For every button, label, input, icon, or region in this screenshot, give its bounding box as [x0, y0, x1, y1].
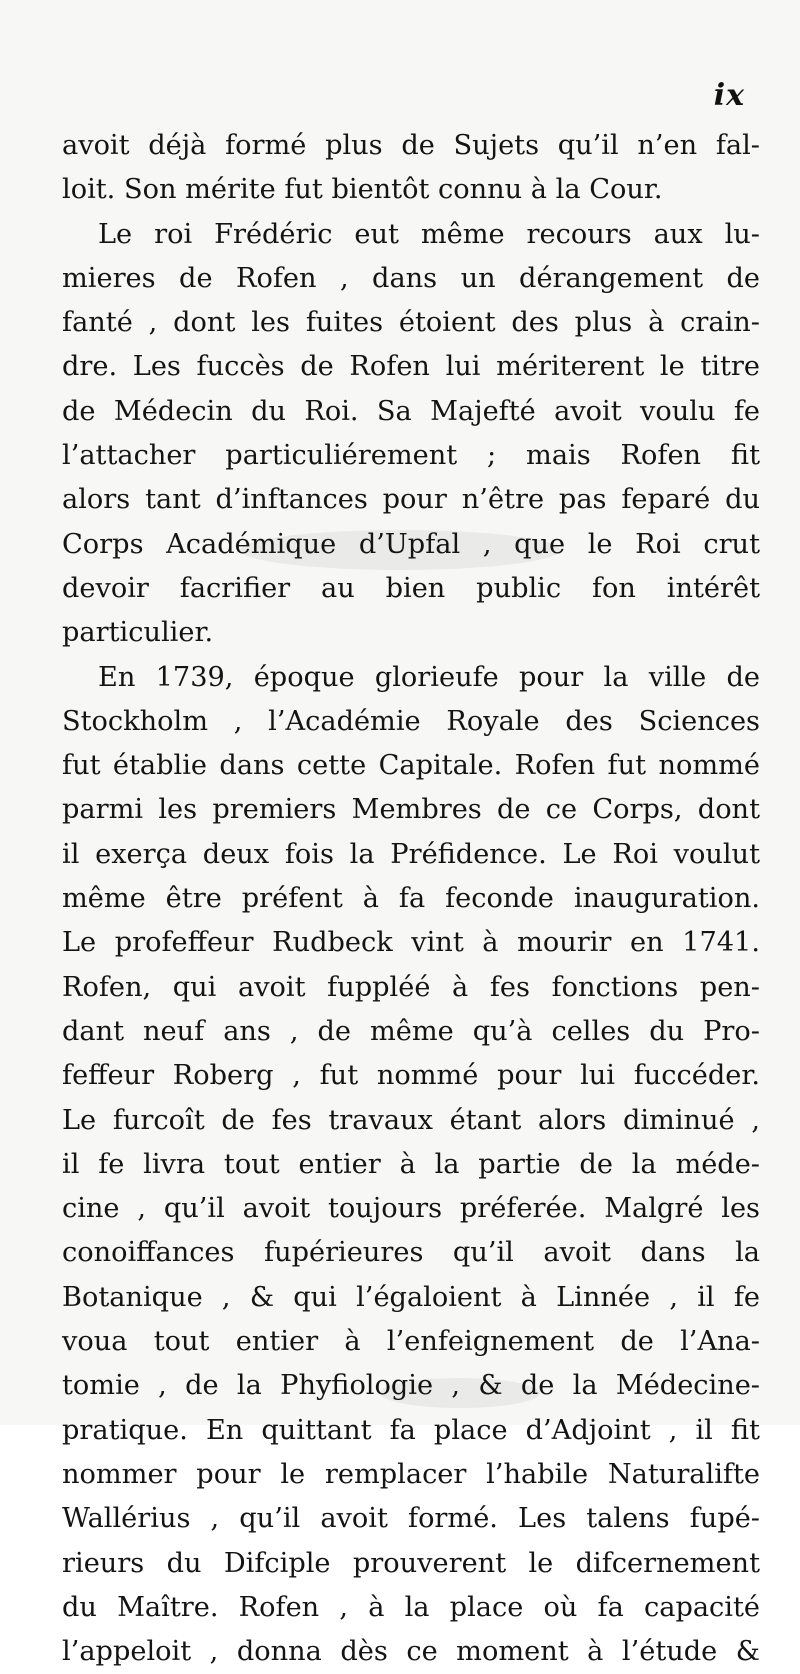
text-line: En 1739, époque glorieufe pour la ville de	[98, 661, 760, 693]
text-line: dant neuf ans , de même qu’à celles du Pro-	[62, 1015, 760, 1047]
text-line: parmi les premiers Membres de ce Corps, dont	[62, 794, 760, 826]
text-line: alors tant d’inftances pour n’être pas feparé du	[62, 484, 760, 516]
text-line: cine , qu’il avoit toujours préferée. Malgré les	[62, 1193, 760, 1225]
text-line: Le furcoît de fes travaux étant alors diminué ,	[62, 1104, 760, 1136]
text-line: fanté , dont les fuites étoient des plus à crain-	[62, 307, 760, 339]
text-line: Stockholm , l’Académie Royale des Sciences	[62, 705, 760, 737]
text-line: Botanique , & qui l’égaloient à Linnée , il fe	[62, 1281, 760, 1313]
text-line: voua tout entier à l’enfeignement de l’Ana-	[62, 1326, 760, 1358]
page-number: ix	[713, 78, 745, 113]
text-line: l’appeloit , donna dès ce moment à l’étude &	[62, 1636, 760, 1668]
text-line: Rofen, qui avoit fuppléé à fes fonctions pen-	[62, 971, 760, 1003]
text-line: rieurs du Difciple prouverent le difcernement	[62, 1547, 760, 1579]
text-line: dre. Les fuccès de Rofen lui mériterent le titre	[62, 351, 760, 383]
text-line: de Médecin du Roi. Sa Majefté avoit voulu fe	[62, 395, 760, 427]
text-line: du Maître. Rofen , à la place où fa capacité	[62, 1591, 760, 1623]
text-line: nommer pour le remplacer l’habile Naturalifte	[62, 1458, 760, 1490]
text-line: il exerça deux fois la Préfidence. Le Roi voulut	[62, 838, 760, 870]
text-line: mieres de Rofen , dans un dérangement de	[62, 262, 760, 294]
text-line: fut établie dans cette Capitale. Rofen fut nommé	[62, 750, 760, 782]
text-line: devoir facrifier au bien public fon intérêt	[62, 572, 760, 604]
text-line: Wallérius , qu’il avoit formé. Les talens fupé-	[62, 1503, 760, 1535]
text-line: Le profeffeur Rudbeck vint à mourir en 1741.	[62, 927, 760, 959]
text-line: l’attacher particuliérement ; mais Rofen fit	[62, 440, 760, 472]
text-line: tomie , de la Phyfiologie , & de la Médecine-	[62, 1370, 760, 1402]
text-line: loit. Son mérite fut bientôt connu à la Cour.	[62, 174, 663, 206]
text-line: particulier.	[62, 617, 214, 649]
text-line: il fe livra tout entier à la partie de la méde-	[62, 1148, 760, 1180]
text-line: Corps Académique d’Upfal , que le Roi crut	[62, 528, 760, 560]
text-line: avoit déjà formé plus de Sujets qu’il n’en fal-	[62, 130, 760, 161]
text-line: même être préfent à fa feconde inauguration.	[62, 883, 760, 915]
text-line: conoiffances fupérieures qu’il avoit dans la	[62, 1237, 760, 1269]
text-line: Le roi Frédéric eut même recours aux lu-	[98, 218, 760, 250]
text-line: feffeur Roberg , fut nommé pour lui fuccéder.	[62, 1060, 760, 1092]
body-text	[62, 124, 760, 1674]
text-line: pratique. En quittant fa place d’Adjoint , il fit	[62, 1414, 760, 1446]
